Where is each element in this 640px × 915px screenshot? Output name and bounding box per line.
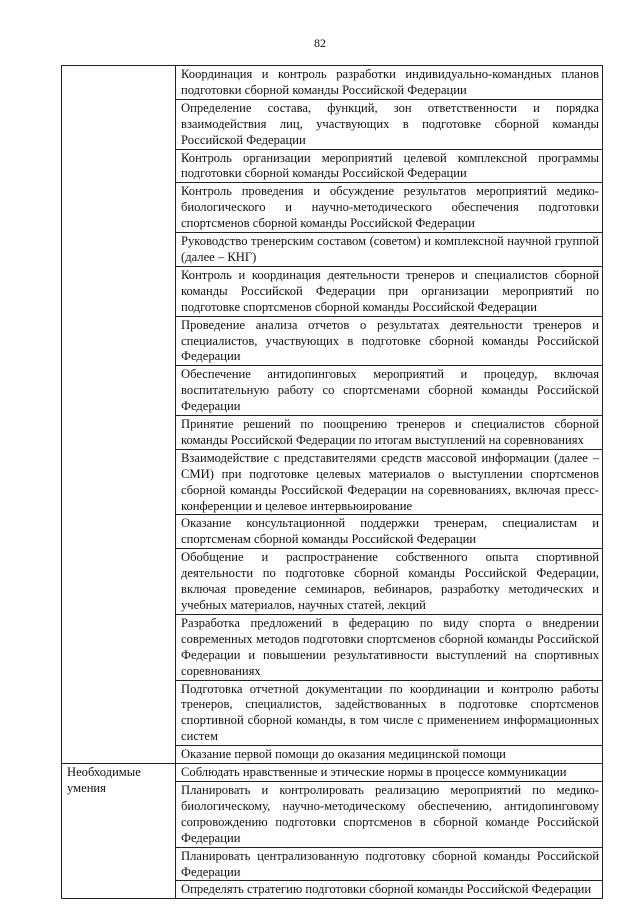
table-cell: Принятие решений по поощрению тренеров и специалистов сборной команды Российской Федерации по итогам выступлений на соревнованиях (176, 416, 603, 450)
table-cell: Взаимодействие с представителями средств массовой информации (далее – СМИ) при подготовке целевых материалов о выступлении спортсменов сборной команды Российской Федерации на соревнованиях, включая пресс-конференции и целевое интервьюирование (176, 449, 603, 515)
table-cell: Контроль и координация деятельности тренеров и специалистов сборной команды Российской Федерации при организации мероприятий по подготовке спортсменов сборной команды Российской Федерации (176, 266, 603, 316)
section-label-cell (62, 764, 176, 899)
table-cell: Контроль организации мероприятий целевой комплексной программы подготовки сборной команды Российской Федерации (176, 149, 603, 183)
requirements-table (61, 65, 603, 899)
table-cell: Обобщение и распространение собственного опыта спортивной деятельности по подготовке сборной команды Российской Федерации, включая проведение семинаров, вебинаров, разработку методических и учебных материалов, научных статей, лекций (176, 549, 603, 615)
table-cell: Подготовка отчетной документации по координации и контролю работы тренеров, специалистов, задействованных в подготовке спортсменов спортивной сборной команды, в том числе с применением информационных систем (176, 680, 603, 746)
section-label-necessary-skills: Необходимые умения (67, 765, 141, 795)
table-cell: Проведение анализа отчетов о результатах деятельности тренеров и специалистов, участвующих в подготовке сборной команды Российской Федерации (176, 316, 603, 366)
table-row (62, 66, 603, 100)
table-cell: Руководство тренерским составом (советом) и комплексной научной группой (далее – КНГ) (176, 233, 603, 267)
table-cell: Координация и контроль разработки индивидуально-командных планов подготовки сборной команды Российской Федерации (176, 66, 603, 100)
table-cell: Планировать и контролировать реализацию мероприятий по медико-биологическому, научно-методическому обеспечению, антидопинговому сопровождению подготовки спортсменов в сборной команде Российской Федерации (176, 781, 603, 847)
table-cell: Оказание первой помощи до оказания медицинской помощи (176, 746, 603, 764)
table-cell: Контроль проведения и обсуждение результатов мероприятий медико-биологического и научно-методического обеспечения подготовки спортсменов сборной команды Российской Федерации (176, 183, 603, 233)
table-cell: Обеспечение антидопинговых мероприятий и процедур, включая воспитательную работу со спортсменами сборной команды Российской Федерации (176, 366, 603, 416)
section-label-cell (62, 66, 176, 764)
table-cell: Планировать централизованную подготовку сборной команды Российской Федерации (176, 847, 603, 881)
table-cell: Оказание консультационной поддержки тренерам, специалистам и спортсменам сборной команды Российской Федерации (176, 515, 603, 549)
table-row (62, 764, 603, 782)
page-number: 82 (314, 36, 326, 50)
table-cell: Определять стратегию подготовки сборной команды Российской Федерации (176, 881, 603, 899)
table-cell: Определение состава, функций, зон ответственности и порядка взаимодействия лиц, участвующих в подготовке сборной команды Российской Федерации (176, 99, 603, 149)
table-cell: Разработка предложений в федерацию по виду спорта о внедрении современных методов подготовки спортсменов сборной команды Российской Федерации и повышении результативности выступлений на спортивных соревнованиях (176, 614, 603, 680)
table-cell: Соблюдать нравственные и этические нормы в процессе коммуникации (176, 764, 603, 782)
